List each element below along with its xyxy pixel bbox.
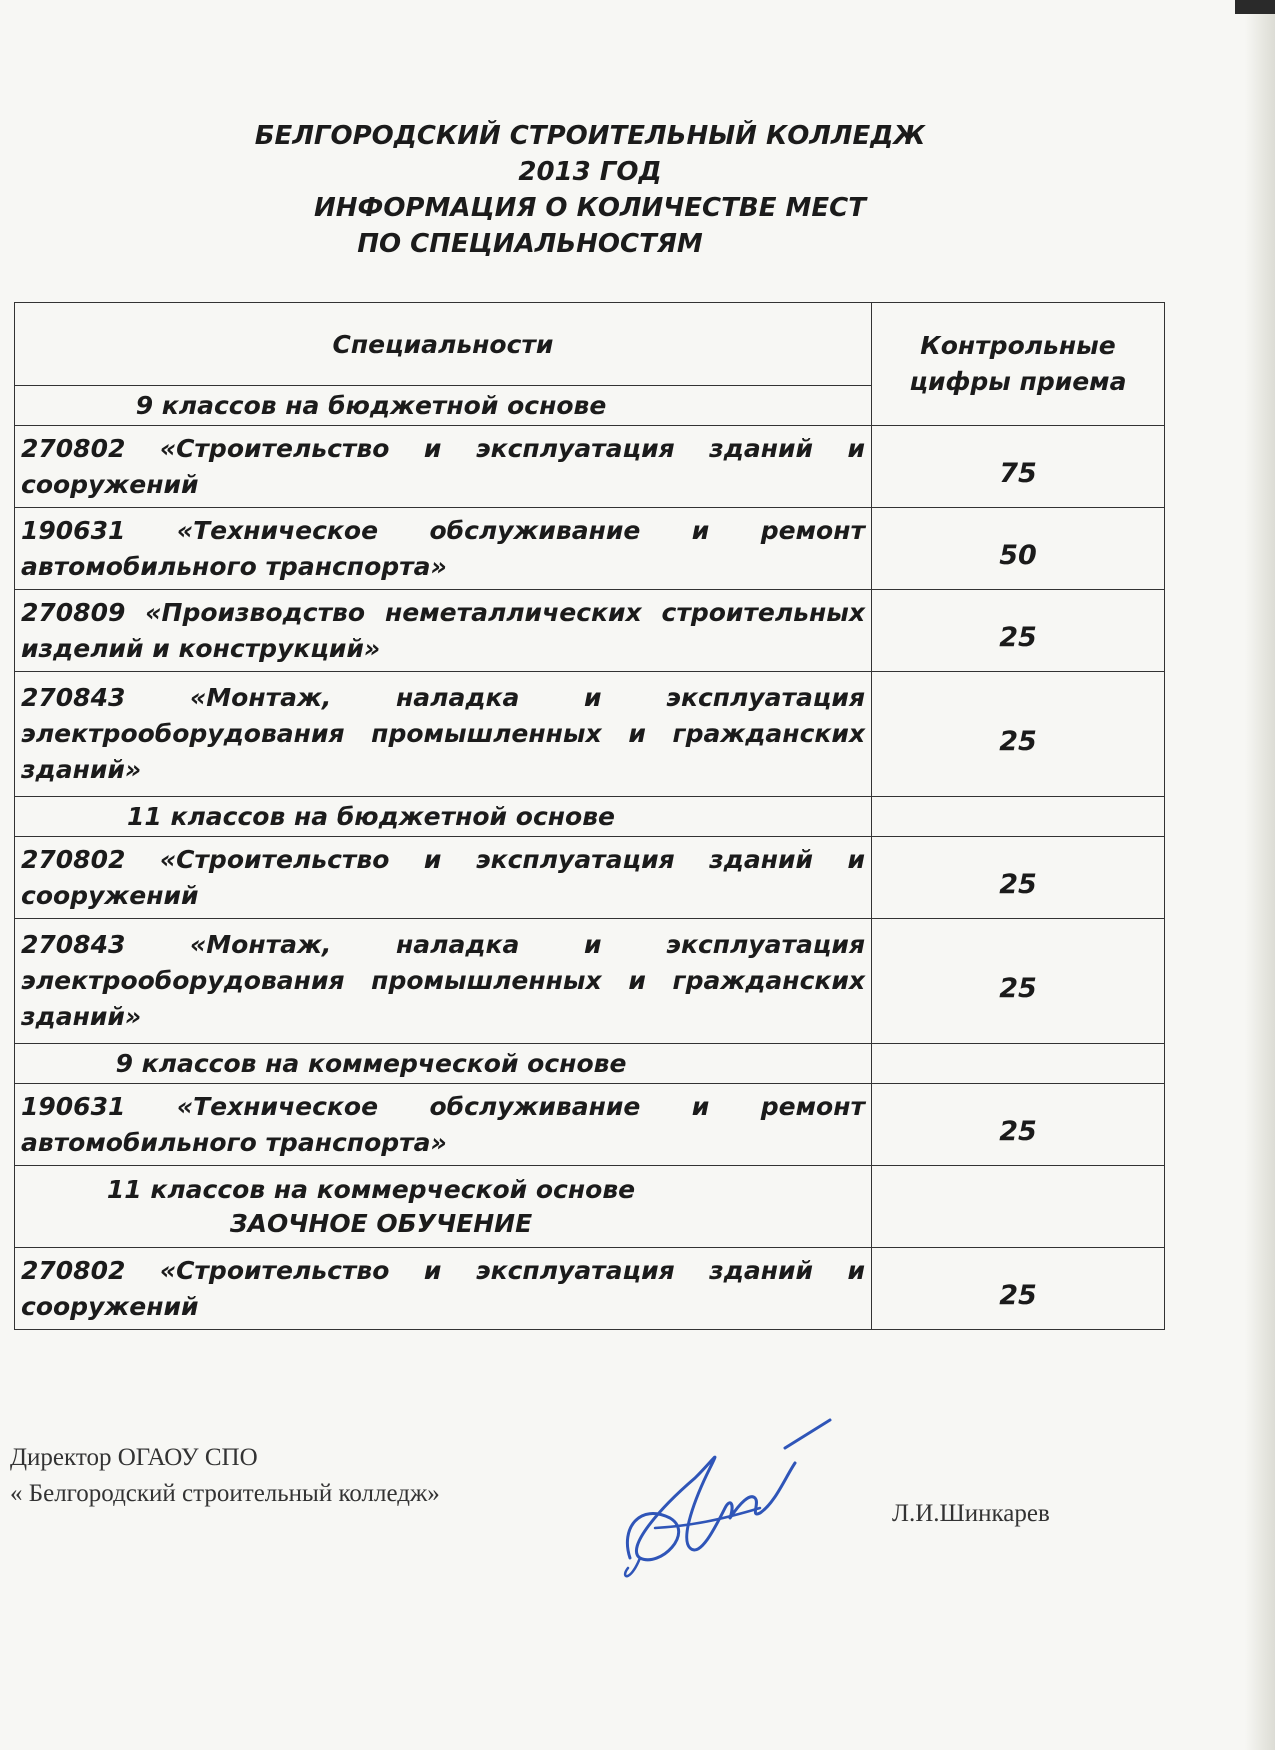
section-row	[15, 1166, 1165, 1248]
section-title: 11 классов на коммерческой основе	[106, 1174, 636, 1204]
empty-cell	[872, 1044, 1165, 1084]
table-row	[15, 426, 1165, 508]
empty-cell	[872, 797, 1165, 837]
table-header-row	[15, 303, 1165, 386]
document-title	[180, 118, 1000, 262]
section-title-block	[15, 1166, 872, 1248]
specialty-cell: 270809 «Производство неметаллических строительных изделий и конструкций»	[15, 590, 872, 672]
table-row	[15, 508, 1165, 590]
scan-corner	[1235, 0, 1275, 14]
specialty-cell: 190631 «Техническое обслуживание и ремонт автомобильного транспорта»	[15, 508, 872, 590]
section-title: 9 классов на коммерческой основе	[15, 1044, 872, 1084]
table-row	[15, 837, 1165, 919]
section-title: 11 классов на бюджетной основе	[15, 797, 872, 837]
specialty-cell: 270843 «Монтаж, наладка и эксплуатация электрооборудования промышленных и гражданских зданий»	[15, 672, 872, 797]
quota-cell: 25	[872, 1084, 1165, 1166]
title-line: ИНФОРМАЦИЯ О КОЛИЧЕСТВЕ МЕСТ	[314, 193, 866, 223]
section-row	[15, 1044, 1165, 1084]
specialty-cell: 270802 «Строительство и эксплуатация зданий и сооружений	[15, 1248, 872, 1330]
specialty-cell: 270843 «Монтаж, наладка и эксплуатация электрооборудования промышленных и гражданских зданий»	[15, 919, 872, 1044]
title-line: 2013 ГОД	[518, 157, 662, 187]
signatory-position	[10, 1440, 440, 1512]
header-specialties: Специальности	[15, 303, 872, 386]
quota-cell: 50	[872, 508, 1165, 590]
title-line: ПО СПЕЦИАЛЬНОСТЯМ	[357, 229, 703, 259]
table-row	[15, 1248, 1165, 1330]
quota-cell: 25	[872, 837, 1165, 919]
table-row	[15, 590, 1165, 672]
specialty-cell: 270802 «Строительство и эксплуатация зданий и сооружений	[15, 837, 872, 919]
quota-cell: 75	[872, 426, 1165, 508]
quota-cell: 25	[872, 919, 1165, 1044]
quota-table	[14, 302, 1164, 1330]
specialty-cell: 270802 «Строительство и эксплуатация зданий и сооружений	[15, 426, 872, 508]
position-line: Директор ОГАОУ СПО	[10, 1444, 258, 1471]
scan-edge	[1245, 0, 1275, 1750]
position-line: « Белгородский строительный колледж»	[10, 1480, 440, 1507]
handwritten-signature	[600, 1408, 840, 1588]
table-row	[15, 919, 1165, 1044]
quota-cell: 25	[872, 1248, 1165, 1330]
section-subtitle: ЗАОЧНОЕ ОБУЧЕНИЕ	[229, 1208, 533, 1238]
signatory-name: Л.И.Шинкарев	[892, 1500, 1050, 1527]
table-row	[15, 1084, 1165, 1166]
quota-cell: 25	[872, 672, 1165, 797]
header-quota: Контрольные цифры приема	[872, 303, 1165, 426]
section-row	[15, 797, 1165, 837]
quota-cell: 25	[872, 590, 1165, 672]
table-row	[15, 672, 1165, 797]
empty-cell	[872, 1166, 1165, 1248]
specialty-cell: 190631 «Техническое обслуживание и ремонт автомобильного транспорта»	[15, 1084, 872, 1166]
title-line: БЕЛГОРОДСКИЙ СТРОИТЕЛЬНЫЙ КОЛЛЕДЖ	[254, 121, 926, 151]
section-title: 9 классов на бюджетной основе	[15, 386, 872, 426]
